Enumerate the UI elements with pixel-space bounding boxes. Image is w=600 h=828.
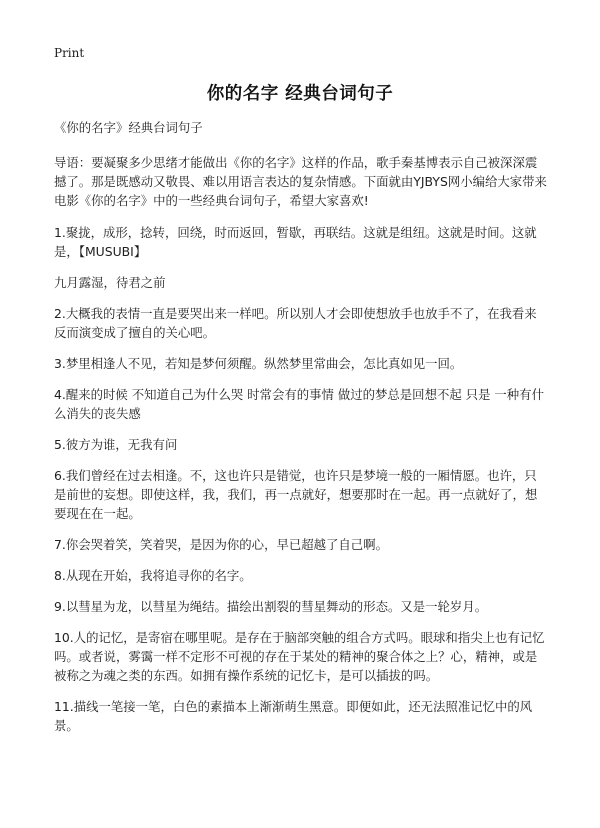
- quote-paragraph: 3.梦里相逢人不见，若知是梦何须醒。纵然梦里常曲会，怎比真如见一回。: [54, 356, 463, 371]
- quote-paragraph: 7.你会哭着笑，笑着哭，是因为你的心，早已超越了自己啊。: [54, 537, 388, 552]
- quote-paragraph: 8.从现在开始，我将追寻你的名字。: [54, 568, 252, 583]
- quote-paragraph: 2.大概我的表情一直是要哭出来一样吧。所以别人才会即使想放手也放手不了，在我看来反而演变成了擅自的关心吧。: [54, 306, 537, 340]
- quote-paragraph: 10.人的记忆，是寄宿在哪里呢。是存在于脑部突触的组合方式吗。眼球和指尖上也有记忆吗。或者说，雾霭一样不定形不可视的存在于某处的精神的聚合体之上？心，精神，或是被称之为魂之类的东西。如拥有操作系统的记忆卡，是可以插拔的吗。: [54, 630, 545, 683]
- quote-paragraph: 11.描线一笔接一笔，白色的素描本上渐渐萌生黑意。即便如此，还无法照准记忆中的风景。: [54, 699, 533, 733]
- article-subtitle: 《你的名字》经典台词句子: [54, 120, 203, 135]
- quote-paragraph: 5.彼方为谁，无我有问: [54, 437, 178, 452]
- quote-paragraph: 6.我们曾经在过去相逢。不，这也许只是错觉，也许只是梦境一般的一厢情愿。也许，只是前世的妄想。即使这样，我，我们，再一点就好，想要那时在一起。再一点就好了，想要现在在一起。: [54, 468, 538, 521]
- print-link[interactable]: Print: [54, 46, 85, 60]
- quote-paragraph: 九月露湿，待君之前: [54, 275, 166, 290]
- article-body: [54, 118, 548, 747]
- quote-paragraph: 4.醒来的时候 不知道自己为什么哭 时常会有的事情 做过的梦总是回想不起 只是 一种有什么消失的丧失感: [54, 387, 544, 421]
- quote-paragraph: 9.以彗星为龙，以彗星为绳结。描绘出割裂的彗星舞动的形态。又是一轮岁月。: [54, 599, 488, 614]
- quote-paragraph: 1.聚拢，成形，捻转，回绕，时而返回，暂歇，再联结。这就是组纽。这就是时间。这就是，【MUSUBI】: [54, 225, 537, 259]
- article-intro: 导语：要凝聚多少思绪才能做出《你的名字》这样的作品，歌手秦基博表示自己被深深震撼了。那是既感动又敬畏、难以用语言表达的复杂情感。下面就由YJBYS网小编给大家带来电影《你的名字》中的一些经典台词句子，希望大家喜欢!: [54, 155, 547, 208]
- page-title: 你的名字 经典台词句子: [206, 84, 394, 104]
